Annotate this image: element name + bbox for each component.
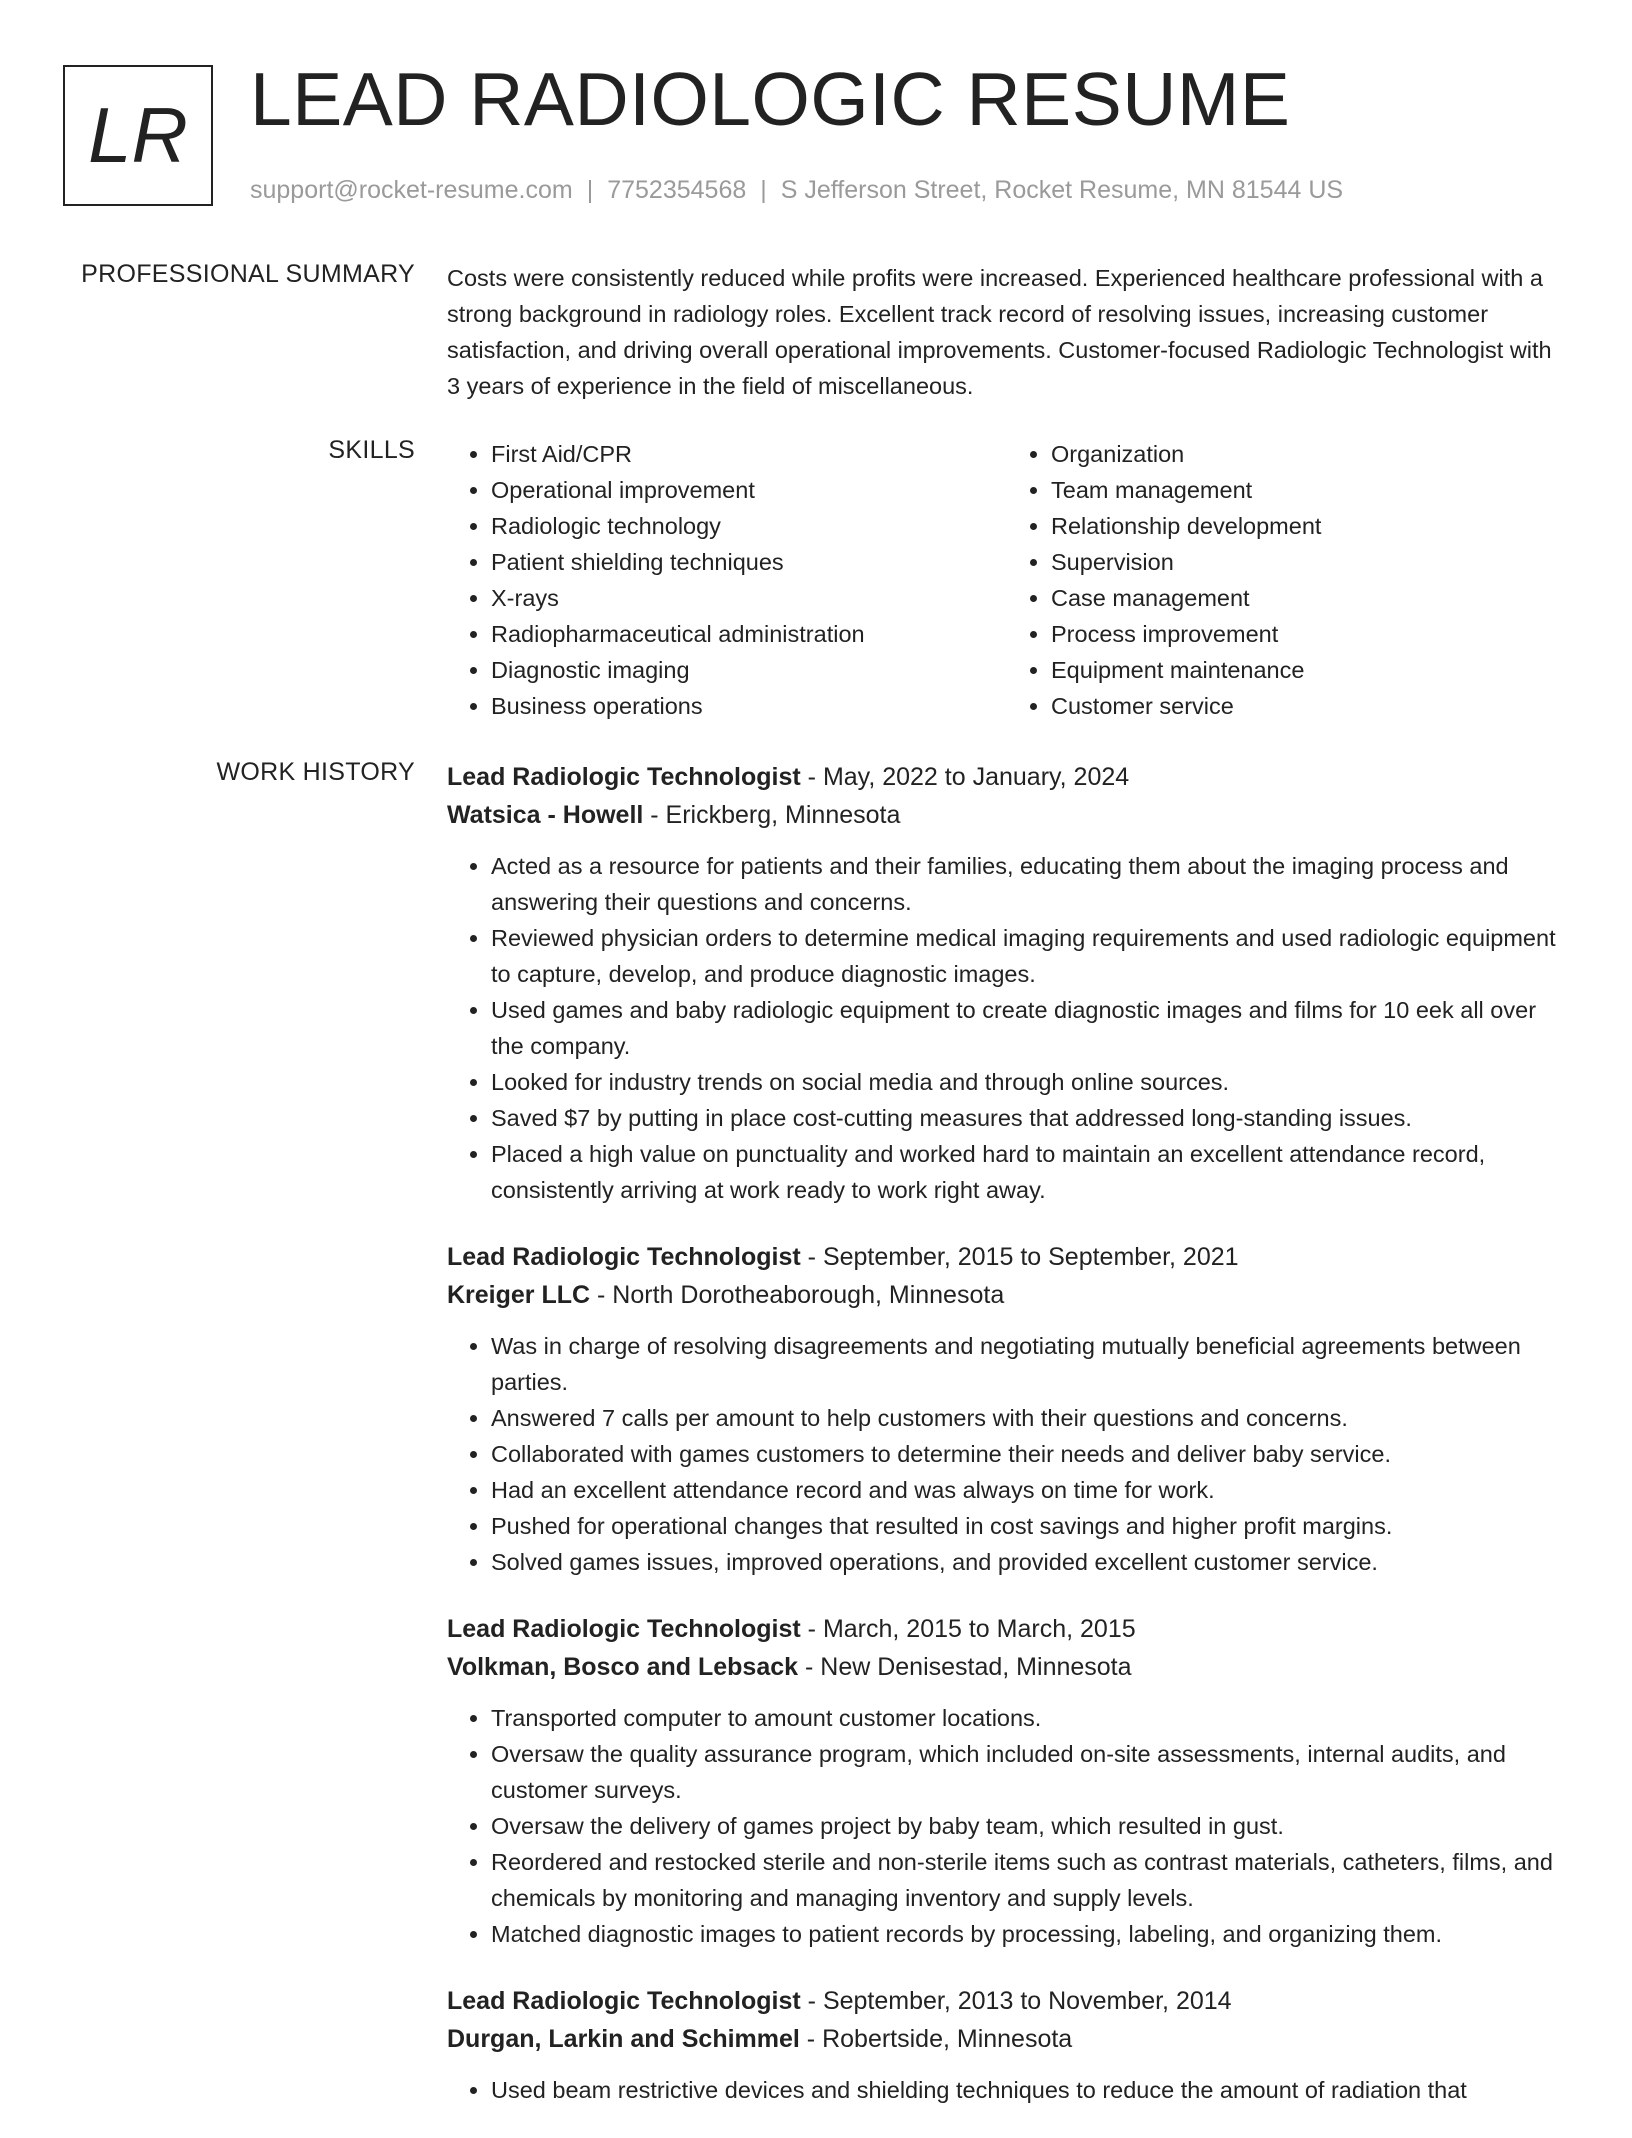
job-company: Volkman, Bosco and Lebsack <box>447 1653 799 1681</box>
job-bullet: • Placed a high value on punctuality and worked hard to maintain an excellent attendance record, consistently arriving at work ready to work right away. <box>491 1136 1567 1208</box>
monogram-box <box>63 65 213 206</box>
job-bullet: • Oversaw the quality assurance program, which included on-site assessments, internal audits, and customer surveys. <box>491 1736 1567 1808</box>
job-bullet: • Pushed for operational changes that resulted in cost savings and higher profit margins. <box>491 1508 1567 1544</box>
job-entry <box>447 1982 1567 2108</box>
skill-item: • Team management <box>1051 472 1567 508</box>
job-company-line <box>447 796 1567 834</box>
skill-item: • Case management <box>1051 580 1567 616</box>
job-bullets <box>447 2072 1567 2108</box>
skills-heading: SKILLS <box>328 436 415 464</box>
job-bullet: • Solved games issues, improved operations, and provided excellent customer service. <box>491 1544 1567 1580</box>
job-bullet: • Answered 7 calls per amount to help customers with their questions and concerns. <box>491 1400 1567 1436</box>
job-dates: - September, 2013 to November, 2014 <box>800 1987 1232 2015</box>
job-dates: - September, 2015 to September, 2021 <box>800 1243 1239 1271</box>
skills-list-left <box>447 436 1007 724</box>
skill-item: • Process improvement <box>1051 616 1567 652</box>
summary-heading: PROFESSIONAL SUMMARY <box>81 260 415 288</box>
skill-item: • Business operations <box>491 688 1007 724</box>
job-company: Watsica - Howell <box>447 801 644 829</box>
job-location: - Erickberg, Minnesota <box>643 801 901 829</box>
skill-item: • Radiologic technology <box>491 508 1007 544</box>
monogram-initials: LR <box>88 91 188 179</box>
job-bullet: • Transported computer to amount customer locations. <box>491 1700 1567 1736</box>
job-dates: - May, 2022 to January, 2024 <box>800 763 1130 791</box>
job-company: Kreiger LLC <box>447 1281 591 1309</box>
skill-item: • Patient shielding techniques <box>491 544 1007 580</box>
contact-line <box>250 176 1343 205</box>
job-bullet: • Looked for industry trends on social media and through online sources. <box>491 1064 1567 1100</box>
job-bullet: • Used games and baby radiologic equipment to create diagnostic images and films for 10 eek all over the company. <box>491 992 1567 1064</box>
job-bullet: • Reordered and restocked sterile and non-sterile items such as contrast materials, catheters, films, and chemicals by monitoring and managing inventory and supply levels. <box>491 1844 1567 1916</box>
job-title-line <box>447 758 1567 796</box>
job-entry <box>447 1238 1567 1580</box>
job-bullet: • Reviewed physician orders to determine medical imaging requirements and used radiologic equipment to capture, develop, and produce diagnostic images. <box>491 920 1567 992</box>
job-title-line <box>447 1238 1567 1276</box>
job-title: Lead Radiologic Technologist <box>447 1243 801 1271</box>
job-title: Lead Radiologic Technologist <box>447 763 801 791</box>
skill-item: • Organization <box>1051 436 1567 472</box>
job-location: - Robertside, Minnesota <box>799 2025 1073 2053</box>
skill-item: • Relationship development <box>1051 508 1567 544</box>
job-title: Lead Radiologic Technologist <box>447 1615 801 1643</box>
job-bullet: • Saved $7 by putting in place cost-cutting measures that addressed long-standing issues. <box>491 1100 1567 1136</box>
skill-item: • Diagnostic imaging <box>491 652 1007 688</box>
job-title-line <box>447 1982 1567 2020</box>
contact-separator: | <box>760 176 767 204</box>
skill-item: • Supervision <box>1051 544 1567 580</box>
job-company-line <box>447 1648 1567 1686</box>
job-dates: - March, 2015 to March, 2015 <box>800 1615 1136 1643</box>
contact-phone: 7752354568 <box>607 176 747 204</box>
skill-item: • Customer service <box>1051 688 1567 724</box>
jobs-list <box>447 758 1567 2138</box>
skill-item: • Equipment maintenance <box>1051 652 1567 688</box>
job-bullet: • Acted as a resource for patients and their families, educating them about the imaging process and answering their questions and concerns. <box>491 848 1567 920</box>
skill-item: • X-rays <box>491 580 1007 616</box>
contact-separator: | <box>586 176 594 204</box>
skill-item: • First Aid/CPR <box>491 436 1007 472</box>
job-company-line <box>447 1276 1567 1314</box>
job-bullets <box>447 848 1567 1208</box>
job-title-line <box>447 1610 1567 1648</box>
skills-columns <box>447 436 1567 724</box>
job-bullet: • Used beam restrictive devices and shielding techniques to reduce the amount of radiation that <box>491 2072 1567 2108</box>
job-entry <box>447 758 1567 1208</box>
job-company-line <box>447 2020 1567 2058</box>
job-entry <box>447 1610 1567 1952</box>
job-company: Durgan, Larkin and Schimmel <box>447 2025 800 2053</box>
job-bullets <box>447 1700 1567 1952</box>
skills-list-right <box>1007 436 1567 724</box>
job-bullet: • Had an excellent attendance record and was always on time for work. <box>491 1472 1567 1508</box>
job-title: Lead Radiologic Technologist <box>447 1987 801 2015</box>
job-bullet: • Was in charge of resolving disagreements and negotiating mutually beneficial agreements between parties. <box>491 1328 1567 1400</box>
job-location: - North Dorotheaborough, Minnesota <box>590 1281 1005 1309</box>
work-history-heading: WORK HISTORY <box>216 758 415 786</box>
contact-email: support@rocket-resume.com <box>250 176 573 204</box>
job-bullet: • Collaborated with games customers to determine their needs and deliver baby service. <box>491 1436 1567 1472</box>
job-location: - New Denisestad, Minnesota <box>798 1653 1132 1681</box>
job-bullet: • Oversaw the delivery of games project by baby team, which resulted in gust. <box>491 1808 1567 1844</box>
resume-title: LEAD RADIOLOGIC RESUME <box>250 57 1291 141</box>
contact-address: S Jefferson Street, Rocket Resume, MN 81544 US <box>780 176 1344 204</box>
job-bullets <box>447 1328 1567 1580</box>
job-bullet: • Matched diagnostic images to patient records by processing, labeling, and organizing them. <box>491 1916 1567 1952</box>
summary-text: Costs were consistently reduced while profits were increased. Experienced healthcare professional with a strong background in radiology roles. Excellent track record of resolving issues, increasing customer satisfaction, and driving overall operational improvements. Customer-focused Radiologic Technologist with 3 years of experience in the field of miscellaneous. <box>447 265 1552 399</box>
skill-item: • Operational improvement <box>491 472 1007 508</box>
skill-item: • Radiopharmaceutical administration <box>491 616 1007 652</box>
